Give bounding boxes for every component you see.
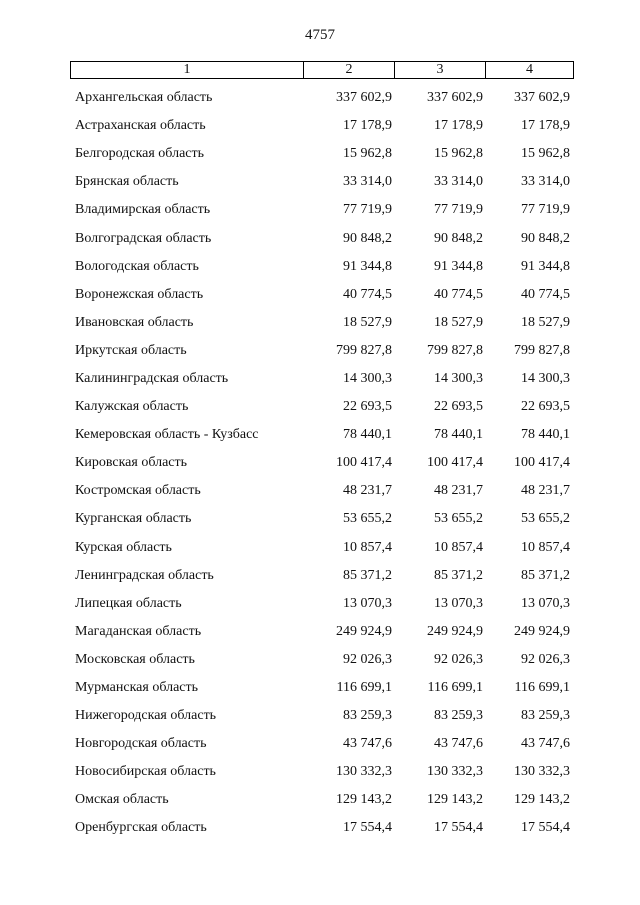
value-cell-2: 337 602,9 — [336, 90, 392, 106]
value-cell-3: 83 259,3 — [434, 708, 483, 724]
value-cell-2: 77 719,9 — [343, 202, 392, 218]
value-cell-2: 17 178,9 — [343, 118, 392, 134]
region-name-cell: Липецкая область — [75, 595, 182, 611]
value-cell-3: 249 924,9 — [427, 623, 483, 639]
value-cell-3: 799 827,8 — [427, 342, 483, 358]
value-cell-4: 53 655,2 — [521, 511, 570, 527]
value-cell-2: 15 962,8 — [343, 146, 392, 162]
table-row — [70, 112, 574, 140]
value-cell-3: 100 417,4 — [427, 455, 483, 471]
value-cell-2: 116 699,1 — [336, 680, 392, 696]
table-row — [70, 337, 574, 365]
value-cell-3: 90 848,2 — [434, 230, 483, 246]
header-cell-2: 2 — [304, 62, 395, 78]
table-row — [70, 674, 574, 702]
value-cell-3: 10 857,4 — [434, 539, 483, 555]
region-name-cell: Вологодская область — [75, 258, 199, 274]
table-row — [70, 449, 574, 477]
region-name-cell: Иркутская область — [75, 342, 187, 358]
value-cell-2: 90 848,2 — [343, 230, 392, 246]
value-cell-2: 100 417,4 — [336, 455, 392, 471]
value-cell-3: 15 962,8 — [434, 146, 483, 162]
table-row — [70, 140, 574, 168]
value-cell-3: 22 693,5 — [434, 399, 483, 415]
value-cell-3: 17 554,4 — [434, 820, 483, 836]
value-cell-4: 92 026,3 — [521, 651, 570, 667]
table-row — [70, 84, 574, 112]
table-header — [70, 61, 574, 79]
value-cell-4: 85 371,2 — [521, 567, 570, 583]
value-cell-4: 22 693,5 — [521, 399, 570, 415]
table-body — [70, 84, 574, 843]
value-cell-4: 13 070,3 — [521, 595, 570, 611]
value-cell-4: 18 527,9 — [521, 314, 570, 330]
region-name-cell: Новосибирская область — [75, 764, 216, 780]
table-row — [70, 786, 574, 814]
value-cell-2: 14 300,3 — [343, 370, 392, 386]
value-cell-4: 249 924,9 — [514, 623, 570, 639]
value-cell-3: 17 178,9 — [434, 118, 483, 134]
value-cell-2: 43 747,6 — [343, 736, 392, 752]
value-cell-2: 17 554,4 — [343, 820, 392, 836]
value-cell-2: 48 231,7 — [343, 483, 392, 499]
table-row — [70, 562, 574, 590]
header-cell-3: 3 — [395, 62, 486, 78]
table-row — [70, 702, 574, 730]
page-number: 4757 — [305, 27, 335, 43]
value-cell-2: 92 026,3 — [343, 651, 392, 667]
value-cell-2: 130 332,3 — [336, 764, 392, 780]
value-cell-4: 10 857,4 — [521, 539, 570, 555]
table-row — [70, 309, 574, 337]
table-row — [70, 168, 574, 196]
region-name-cell: Магаданская область — [75, 623, 202, 639]
table-row — [70, 281, 574, 309]
region-name-cell: Владимирская область — [75, 202, 211, 218]
value-cell-3: 85 371,2 — [434, 567, 483, 583]
table-row — [70, 618, 574, 646]
table-row — [70, 196, 574, 224]
value-cell-4: 43 747,6 — [521, 736, 570, 752]
value-cell-3: 18 527,9 — [434, 314, 483, 330]
value-cell-4: 14 300,3 — [521, 370, 570, 386]
value-cell-2: 53 655,2 — [343, 511, 392, 527]
value-cell-2: 22 693,5 — [343, 399, 392, 415]
value-cell-4: 91 344,8 — [521, 258, 570, 274]
value-cell-4: 48 231,7 — [521, 483, 570, 499]
value-cell-4: 17 554,4 — [521, 820, 570, 836]
region-name-cell: Астраханская область — [75, 118, 206, 134]
value-cell-4: 116 699,1 — [514, 680, 570, 696]
value-cell-2: 10 857,4 — [343, 539, 392, 555]
value-cell-3: 14 300,3 — [434, 370, 483, 386]
table-row — [70, 393, 574, 421]
value-cell-3: 33 314,0 — [434, 174, 483, 190]
value-cell-2: 85 371,2 — [343, 567, 392, 583]
value-cell-4: 83 259,3 — [521, 708, 570, 724]
region-name-cell: Волгоградская область — [75, 230, 212, 246]
region-name-cell: Калининградская область — [75, 370, 229, 386]
value-cell-2: 83 259,3 — [343, 708, 392, 724]
table-row — [70, 421, 574, 449]
region-name-cell: Ивановская область — [75, 314, 194, 330]
region-name-cell: Курская область — [75, 539, 172, 555]
table-row — [70, 477, 574, 505]
value-cell-3: 43 747,6 — [434, 736, 483, 752]
region-name-cell: Архангельская область — [75, 90, 213, 106]
table-row — [70, 646, 574, 674]
region-name-cell: Кировская область — [75, 455, 188, 471]
region-name-cell: Мурманская область — [75, 680, 199, 696]
value-cell-4: 90 848,2 — [521, 230, 570, 246]
value-cell-3: 13 070,3 — [434, 595, 483, 611]
value-cell-4: 799 827,8 — [514, 342, 570, 358]
value-cell-4: 33 314,0 — [521, 174, 570, 190]
value-cell-3: 77 719,9 — [434, 202, 483, 218]
region-name-cell: Кемеровская область - Кузбасс — [75, 427, 259, 443]
region-name-cell: Костромская область — [75, 483, 201, 499]
table-row — [70, 505, 574, 533]
value-cell-4: 17 178,9 — [521, 118, 570, 134]
value-cell-3: 130 332,3 — [427, 764, 483, 780]
region-name-cell: Оренбургская область — [75, 820, 207, 836]
value-cell-2: 91 344,8 — [343, 258, 392, 274]
table-row — [70, 534, 574, 562]
value-cell-3: 53 655,2 — [434, 511, 483, 527]
value-cell-2: 33 314,0 — [343, 174, 392, 190]
value-cell-4: 337 602,9 — [514, 90, 570, 106]
value-cell-2: 18 527,9 — [343, 314, 392, 330]
value-cell-3: 48 231,7 — [434, 483, 483, 499]
region-name-cell: Ленинградская область — [75, 567, 214, 583]
table-row — [70, 814, 574, 842]
value-cell-3: 337 602,9 — [427, 90, 483, 106]
value-cell-2: 249 924,9 — [336, 623, 392, 639]
table-row — [70, 253, 574, 281]
region-name-cell: Брянская область — [75, 174, 179, 190]
table-row — [70, 758, 574, 786]
header-cell-1: 1 — [71, 62, 304, 78]
region-name-cell: Белгородская область — [75, 146, 205, 162]
region-name-cell: Нижегородская область — [75, 708, 217, 724]
value-cell-2: 13 070,3 — [343, 595, 392, 611]
region-name-cell: Курганская область — [75, 511, 192, 527]
table-row — [70, 590, 574, 618]
value-cell-3: 91 344,8 — [434, 258, 483, 274]
value-cell-3: 116 699,1 — [427, 680, 483, 696]
value-cell-2: 129 143,2 — [336, 792, 392, 808]
region-name-cell: Калужская область — [75, 399, 189, 415]
value-cell-4: 77 719,9 — [521, 202, 570, 218]
region-name-cell: Новгородская область — [75, 736, 207, 752]
value-cell-4: 15 962,8 — [521, 146, 570, 162]
value-cell-3: 40 774,5 — [434, 286, 483, 302]
table-row — [70, 365, 574, 393]
region-name-cell: Воронежская область — [75, 286, 204, 302]
table-row — [70, 224, 574, 252]
value-cell-3: 129 143,2 — [427, 792, 483, 808]
value-cell-4: 78 440,1 — [521, 427, 570, 443]
value-cell-4: 130 332,3 — [514, 764, 570, 780]
value-cell-2: 40 774,5 — [343, 286, 392, 302]
value-cell-3: 78 440,1 — [434, 427, 483, 443]
value-cell-2: 78 440,1 — [343, 427, 392, 443]
region-name-cell: Московская область — [75, 651, 195, 667]
value-cell-4: 40 774,5 — [521, 286, 570, 302]
table-row — [70, 730, 574, 758]
header-cell-4: 4 — [526, 62, 533, 77]
region-name-cell: Омская область — [75, 792, 169, 808]
value-cell-3: 92 026,3 — [434, 651, 483, 667]
value-cell-2: 799 827,8 — [336, 342, 392, 358]
value-cell-4: 100 417,4 — [514, 455, 570, 471]
value-cell-4: 129 143,2 — [514, 792, 570, 808]
